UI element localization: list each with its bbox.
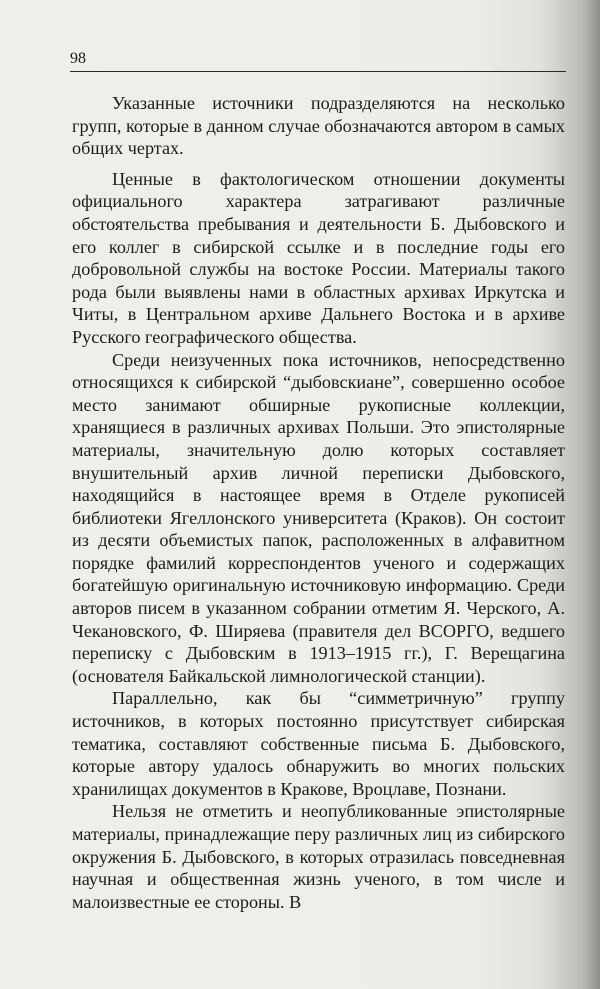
header-rule bbox=[70, 71, 566, 72]
body-text bbox=[72, 92, 565, 913]
paragraph-polish-archives: Среди неизученных пока источников, непосредственно относящихся к сибирской “дыбовскиане”, совершенно особое место занимают обширные рукописные коллекции, хранящиеся в различных архивах Польши. Это эпистолярные материалы, значительную долю которых составляет внушительный архив личной переписки Дыбовского, находящийся в настоящее время в Отделе рукописей библиотеки Ягеллонского университета (Краков). Он состоит из десяти объемистых папок, расположенных в алфавитном порядке фамилий корреспондентов ученого и содержащих богатейшую оригинальную источниковую информацию. Среди авторов писем в указанном собрании отметим Я. Черского, А. Чекановского, Ф. Ширяева (правителя дел ВСОРГО, ведшего переписку с Дыбовским в 1913–1915 гг.), Г. Верещагина (основателя Байкальской лимнологической станции). bbox=[72, 349, 565, 686]
paragraph-dybowski-letters: Параллельно, как бы “симметричную” группу источников, в которых постоянно присутствует сибирская тематика, составляют собственные письма Б. Дыбовского, которые автору удалось обнаружить во многих польских хранилищах документов в Кракове, Вроцлаве, Познани. bbox=[72, 688, 565, 799]
page-number: 98 bbox=[70, 50, 86, 67]
paragraph-official-documents: Ценные в фактологическом отношении документы официального характера затрагивают различные обстоятельства пребывания и деятельности Б. Дыбовского и его коллег в сибирской ссылке и в последние годы его добровольной службы на востоке России. Материалы такого рода были выявлены нами в областных архивах Иркутска и Читы, в Центральном архиве Дальнего Востока и в архиве Русского географического общества. bbox=[72, 168, 565, 347]
paragraph-unpublished-materials: Нельзя не отметить и неопубликованные эпистолярные материалы, принадлежащие перу различных лиц из сибирского окружения Б. Дыбовского, в которых отразилась повседневная научная и общественная жизнь ученого, в том числе и малоизвестные ее стороны. В bbox=[72, 801, 565, 912]
paragraph-sources-intro: Указанные источники подразделяются на несколько групп, которые в данном случае обозначаются автором в самых общих чертах. bbox=[72, 93, 565, 159]
